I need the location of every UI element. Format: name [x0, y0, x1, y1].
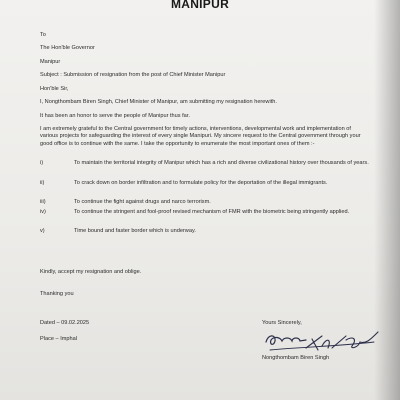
- list-item-number: iii): [40, 199, 46, 205]
- to-label: To: [40, 32, 46, 38]
- list-item-number: iv): [40, 209, 46, 215]
- list-item-text: Time bound and faster border which is underway.: [74, 228, 196, 234]
- list-item-text: To crack down on border infiltration and to formulate policy for the deportation of the illegal immigrants.: [74, 180, 328, 186]
- date-line: Dated – 09.02.2025: [40, 320, 90, 326]
- list-item-number: i): [40, 160, 44, 166]
- list-item-number: ii): [40, 180, 45, 186]
- recipient-place: Manipur: [40, 59, 61, 65]
- list-item-text: To continue the stringent and fool-proof revised mechanism of FMR with the biometric being stringently applied.: [74, 209, 350, 215]
- paragraph-honor: It has been an honor to serve the people of Manipur thus far.: [40, 113, 190, 119]
- recipient-title: The Hon'ble Governor: [40, 45, 95, 51]
- letterhead-title: MANIPUR: [170, 0, 230, 11]
- list-item-text: To maintain the territorial integrity of Manipur which has a rich and diverse civilizational history over thousands of years.: [74, 160, 369, 166]
- place-line: Place – Imphal: [40, 336, 78, 342]
- list-item-text: To continue the fight against drugs and narco terrorism.: [74, 199, 211, 205]
- salutation: Hon'ble Sir,: [40, 86, 69, 92]
- page-edge-shadow: [374, 0, 400, 400]
- list-item-number: v): [40, 228, 45, 234]
- subject-line: Subject : Submission of resignation from the post of Chief Minister Manipur: [40, 72, 226, 78]
- handwritten-signature: [262, 328, 382, 356]
- thanks-line: Thanking you: [40, 291, 74, 297]
- signatory-name: Nongthombam Biren Singh: [262, 355, 330, 361]
- yours-sincerely: Yours Sincerely,: [262, 320, 302, 326]
- paragraph-resignation: I, Nongthombam Biren Singh, Chief Minister of Manipur, am submitting my resignation herewith.: [40, 99, 277, 105]
- paragraph-gratitude: I am extremely grateful to the Central government for timely actions, interventions, developmental work and implementation of various projects for safeguarding the interest of every single Manipuri. My sincere request to the Central government through your good office is to continue with the same. I take the opportunity to enumerate the most important ones of them :-: [40, 126, 361, 147]
- closing-request: Kindly, accept my resignation and oblige.: [40, 269, 142, 275]
